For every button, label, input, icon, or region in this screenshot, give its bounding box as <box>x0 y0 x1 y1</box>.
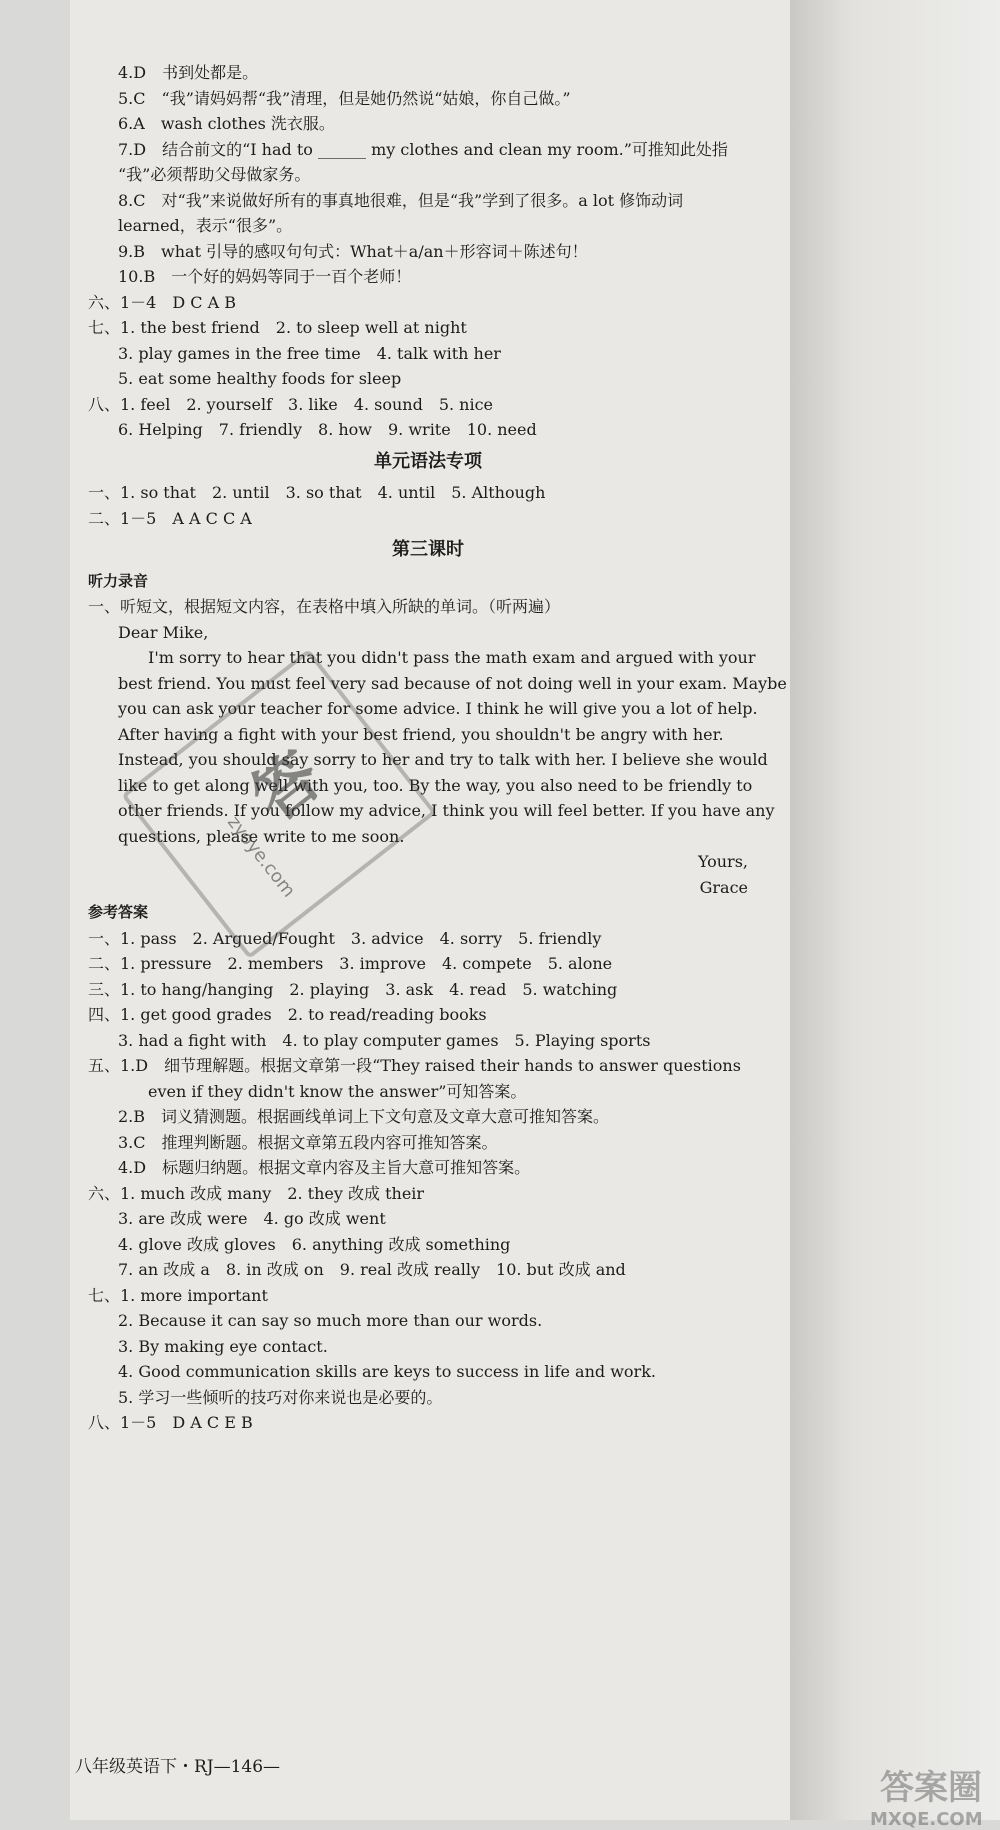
letter-greeting: Dear Mike, <box>118 622 209 642</box>
text-line: 3. play games in the free time 4. talk with her <box>118 343 501 363</box>
listening-heading: 听力录音 <box>88 571 149 590</box>
text-line: best friend. You must feel very sad because of not doing well in your exam. Maybe <box>118 673 787 693</box>
text-line: 7. an 改成 a 8. in 改成 on 9. real 改成 really 10. but 改成 and <box>118 1260 626 1279</box>
text-line: 六、1. much 改成 many 2. they 改成 their <box>88 1183 425 1203</box>
text-line: 5. eat some healthy foods for sleep <box>118 369 402 388</box>
text-line: 六、1－4 D C A B <box>88 292 237 312</box>
section-title-grammar: 单元语法专项 <box>374 450 482 472</box>
text-line: even if they didn't know the answer”可知答案。 <box>148 1081 527 1101</box>
text-line: 7.D 结合前文的“I had to ______ my clothes and clean my room.”可推知此处指 <box>118 139 728 159</box>
text-line: 3. By making eye contact. <box>118 1336 328 1356</box>
text-line: other friends. If you follow my advice, I think you will feel better. If you have any <box>118 801 775 820</box>
text-line: 4.D 标题归纳题。根据文章内容及主旨大意可推知答案。 <box>118 1158 531 1177</box>
text-line: 10.B 一个好的妈妈等同于一百个老师！ <box>118 267 412 286</box>
section-title-lesson3: 第三课时 <box>392 539 464 560</box>
grammar-answers-block <box>88 480 768 531</box>
top-answers-block <box>88 60 768 443</box>
page-footer: 八年级英语下・RJ—146— <box>75 1757 281 1777</box>
text-line: After having a fight with your best friend, you shouldn't be angry with her. <box>118 724 724 744</box>
letter-closing: Yours, <box>697 852 748 871</box>
text-line: I'm sorry to hear that you didn't pass the math exam and argued with your <box>148 648 756 667</box>
text-line: 二、1. pressure 2. members 3. improve 4. compete 5. alone <box>88 954 613 973</box>
text-line: 一、1. so that 2. until 3. so that 4. until 5. Although <box>88 483 546 502</box>
text-line: 四、1. get good grades 2. to read/reading books <box>88 1005 487 1024</box>
page-gutter <box>790 0 1000 1820</box>
text-line: questions, please write to me soon. <box>118 826 405 846</box>
text-line: 8.C 对“我”来说做好所有的事真地很难，但是“我”学到了很多。a lot 修饰动词 <box>118 190 684 210</box>
watermark-url: MXQE.COM <box>870 1809 983 1830</box>
text-line: 2. Because it can say so much more than our words. <box>118 1311 543 1330</box>
text-line: 5. 学习一些倾听的技巧对你来说也是必要的。 <box>118 1387 443 1407</box>
text-line: 七、1. more important <box>88 1285 268 1305</box>
watermark-logo: 答案圈 <box>880 1768 982 1808</box>
text-line: 三、1. to hang/hanging 2. playing 3. ask 4. read 5. watching <box>88 979 618 999</box>
text-line: 3.C 推理判断题。根据文章第五段内容可推知答案。 <box>118 1132 498 1152</box>
text-line: 一、1. pass 2. Argued/Fought 3. advice 4. sorry 5. friendly <box>88 928 602 948</box>
stamp-url: zyoye.com <box>223 811 300 902</box>
reference-answers-block <box>88 926 768 1436</box>
text-line: like to get along well with you, too. By the way, you also need to be friendly to <box>118 775 753 795</box>
text-line: 五、1.D 细节理解题。根据文章第一段“They raised their hands to answer questions <box>88 1056 741 1075</box>
text-line: 4. glove 改成 gloves 6. anything 改成 something <box>118 1234 511 1254</box>
text-line: 3. are 改成 were 4. go 改成 went <box>118 1209 386 1228</box>
text-line: 二、1－5 A A C C A <box>88 508 252 528</box>
text-line: 八、1－5 D A C E B <box>88 1413 253 1432</box>
text-line: 9.B what 引导的感叹句句式：What＋a/an＋形容词＋陈述句！ <box>118 241 588 261</box>
text-line: Instead, you should say sorry to her and try to talk with her. I believe she would <box>118 750 768 769</box>
text-line: 4. Good communication skills are keys to success in life and work. <box>118 1362 656 1381</box>
answers-heading: 参考答案 <box>88 903 149 921</box>
text-line: “我”必须帮助父母做家务。 <box>118 165 311 184</box>
text-line: 3. had a fight with 4. to play computer games 5. Playing sports <box>118 1030 651 1050</box>
text-line: 5.C “我”请妈妈帮“我”清理，但是她仍然说“姑娘，你自己做。” <box>118 88 571 108</box>
text-line: 4.D 书到处都是。 <box>118 63 259 82</box>
text-line: 6. Helping 7. friendly 8. how 9. write 10. need <box>118 420 537 439</box>
text-line: learned，表示“很多”。 <box>118 216 293 235</box>
listening-task: 一、听短文，根据短文内容，在表格中填入所缺的单词。（听两遍） <box>88 597 561 616</box>
letter-signature: Grace <box>699 877 748 897</box>
text-line: 2.B 词义猜测题。根据画线单词上下文句意及文章大意可推知答案。 <box>118 1107 610 1126</box>
text-line: you can ask your teacher for some advice. I think he will give you a lot of help. <box>118 699 758 718</box>
text-line: 八、1. feel 2. yourself 3. like 4. sound 5. nice <box>88 394 494 414</box>
text-line: 6.A wash clothes 洗衣服。 <box>118 114 335 133</box>
text-line: 七、1. the best friend 2. to sleep well at night <box>88 318 467 337</box>
stamp-glyph: 答 <box>239 738 336 837</box>
